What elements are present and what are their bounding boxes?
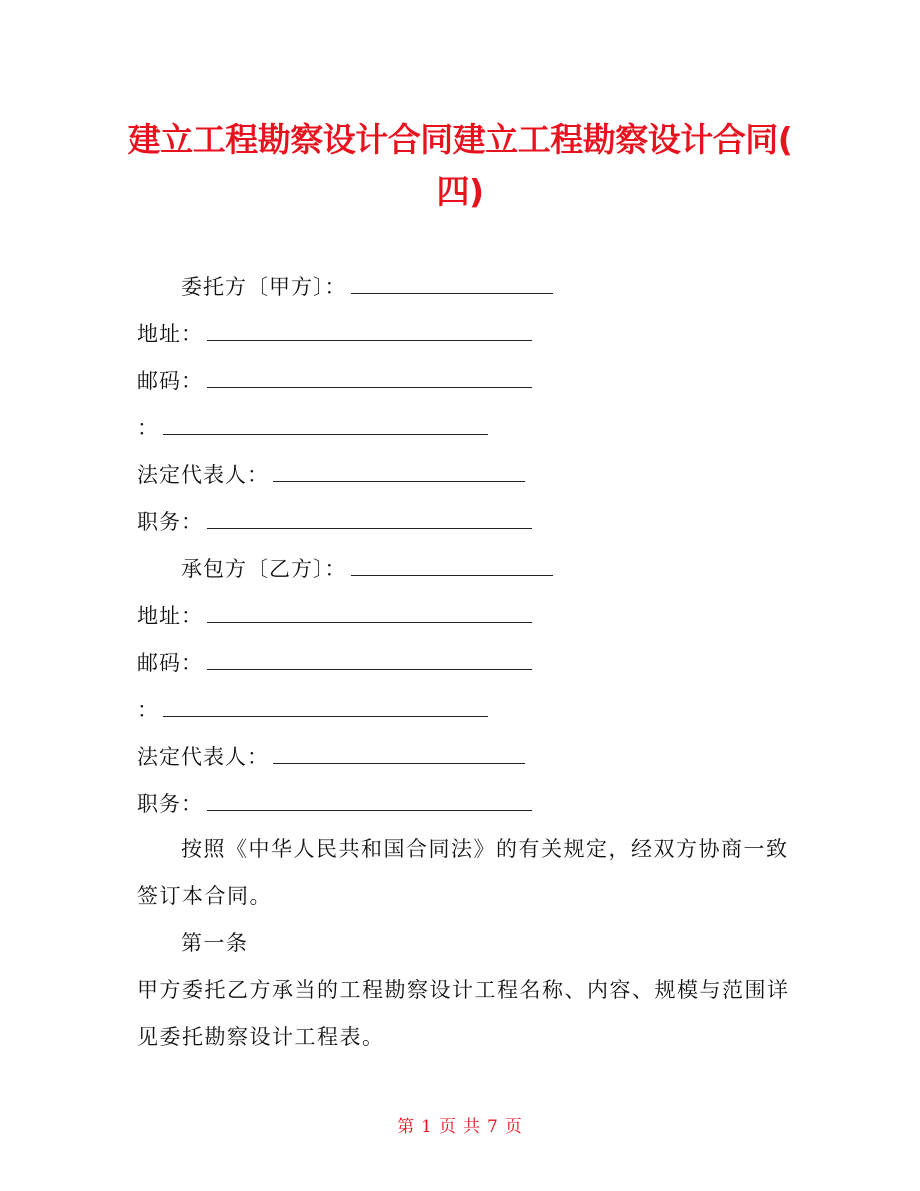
party-b-legal-rep-label: 法定代表人： bbox=[137, 745, 269, 769]
party-a-phone-blank bbox=[163, 414, 488, 435]
party-b-phone-blank bbox=[163, 696, 488, 717]
party-a-postcode-row bbox=[137, 367, 532, 395]
party-b-position-label: 职务： bbox=[137, 792, 203, 816]
article-1-text: 甲方委托乙方承当的工程勘察设计工程名称、内容、规模与范围详见委托勘察设计工程表。 bbox=[137, 978, 790, 1049]
party-a-address-row bbox=[137, 320, 532, 348]
party-b-address-label: 地址： bbox=[137, 604, 203, 628]
party-b-postcode-row bbox=[137, 649, 532, 677]
party-b-heading: 承包方〔乙方〕： bbox=[181, 557, 347, 581]
footer-page-prefix: 第 bbox=[397, 1117, 416, 1137]
party-a-position-row bbox=[137, 508, 532, 536]
party-a-legal-rep-row bbox=[137, 461, 525, 489]
party-a-heading-row bbox=[181, 273, 553, 301]
party-b-legal-rep-row bbox=[137, 743, 525, 771]
party-b-postcode-label: 邮码： bbox=[137, 651, 203, 675]
party-a-legal-rep-label: 法定代表人： bbox=[137, 463, 269, 487]
party-b-address-blank bbox=[207, 602, 532, 623]
party-a-position-label: 职务： bbox=[137, 510, 203, 534]
party-b-position-row bbox=[137, 790, 532, 818]
intro-paragraph: 按照《中华人民共和国合同法》的有关规定，经双方协商一致签订本合同。 bbox=[137, 837, 789, 908]
party-b-phone-row bbox=[137, 696, 488, 724]
party-a-legal-rep-blank bbox=[273, 461, 525, 482]
party-b-address-row bbox=[137, 602, 532, 630]
party-b-heading-row bbox=[181, 555, 553, 583]
document-title-line-2: 四) bbox=[436, 172, 484, 211]
party-b-position-blank bbox=[207, 790, 532, 811]
footer-total-prefix: 共 bbox=[463, 1117, 481, 1137]
party-a-phone-label: ： bbox=[137, 416, 159, 440]
party-a-address-blank bbox=[207, 320, 532, 341]
party-a-address-label: 地址： bbox=[137, 322, 203, 346]
party-b-legal-rep-blank bbox=[273, 743, 525, 764]
article-1-heading: 第一条 bbox=[181, 931, 249, 955]
party-b-postcode-blank bbox=[207, 649, 532, 670]
party-a-postcode-label: 邮码： bbox=[137, 369, 203, 393]
party-a-postcode-blank bbox=[207, 367, 532, 388]
party-a-phone-row bbox=[137, 414, 488, 442]
page-footer bbox=[0, 1112, 920, 1137]
party-b-name-blank bbox=[351, 555, 553, 576]
party-a-position-blank bbox=[207, 508, 532, 529]
document-title-line-1: 建立工程勘察设计合同建立工程勘察设计合同( bbox=[127, 120, 793, 159]
footer-page-number: 1 bbox=[421, 1117, 433, 1137]
party-b-phone-label: ： bbox=[137, 698, 159, 722]
footer-page-mid: 页 bbox=[439, 1117, 457, 1137]
footer-total-pages: 7 bbox=[487, 1117, 499, 1137]
footer-page-suffix: 页 bbox=[504, 1117, 523, 1137]
party-a-heading: 委托方〔甲方〕： bbox=[181, 275, 347, 299]
party-a-name-blank bbox=[351, 273, 553, 294]
